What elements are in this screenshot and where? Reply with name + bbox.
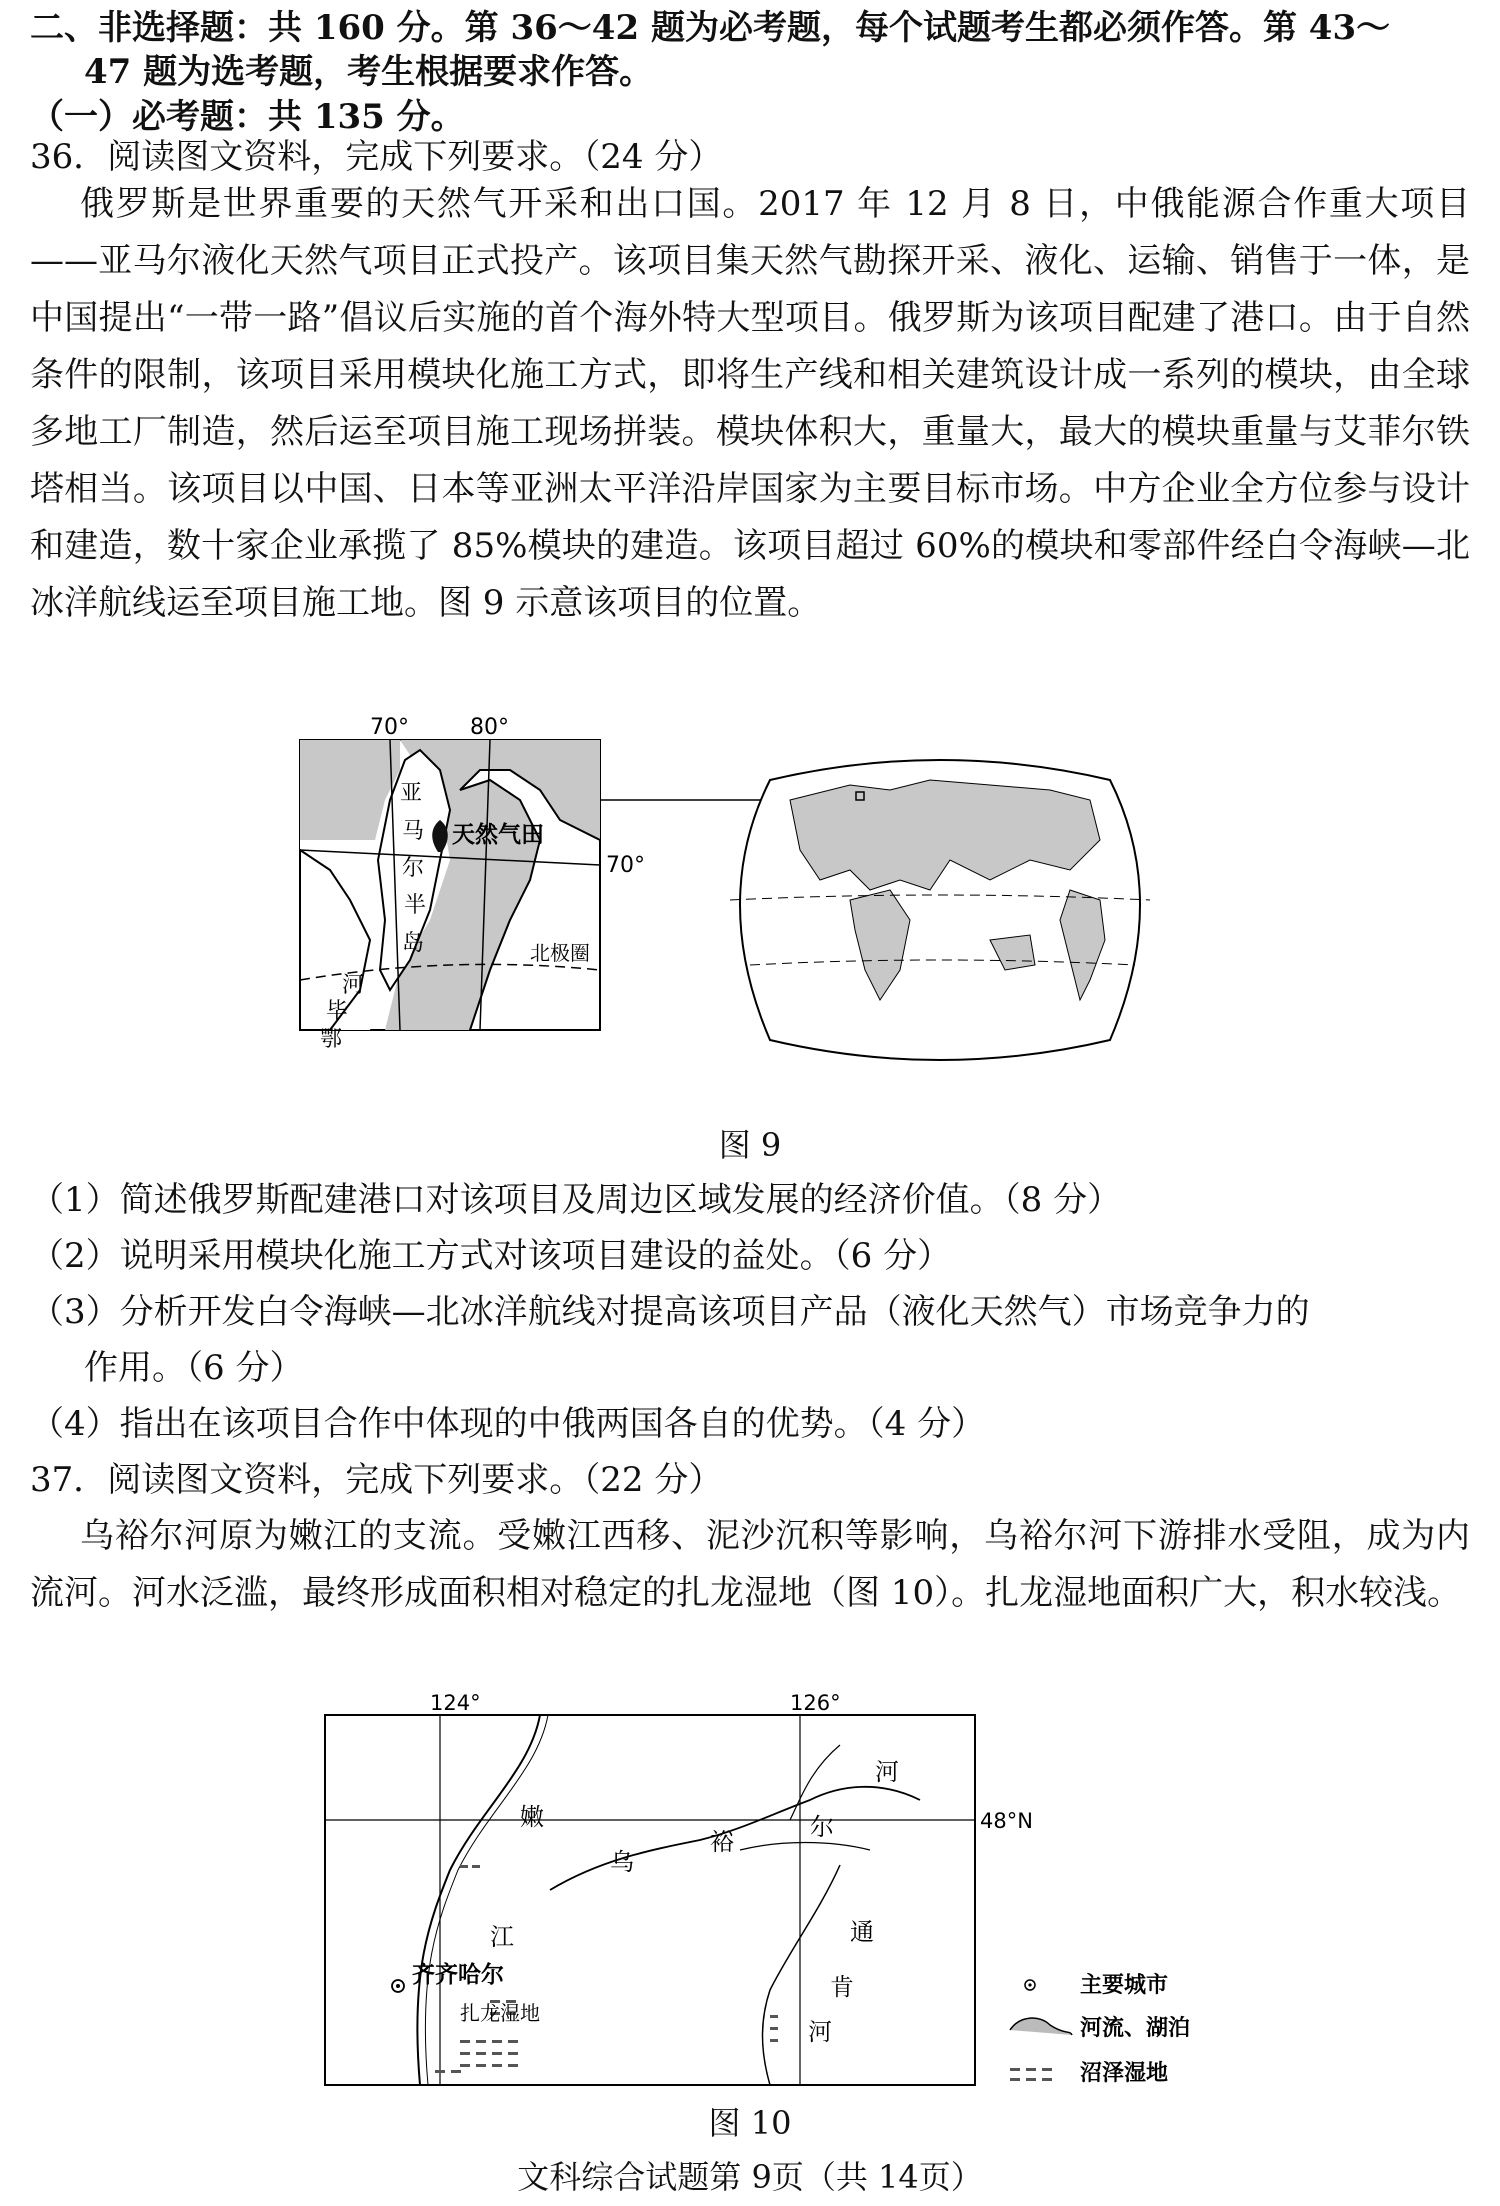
lon-126-label: 126° [790, 1691, 841, 1715]
ob-river-char-1: 河 [342, 973, 365, 998]
tongken-char-3: 河 [808, 2018, 832, 2046]
lat-70-label: 70° [606, 853, 645, 878]
q36-question-3: （3）分析开发白令海峡—北冰洋航线对提高该项目产品（液化天然气）市场竞争力的 [30, 1292, 1310, 1332]
peninsula-char-1: 亚 [400, 781, 423, 806]
zhalong-wetland-label: 扎龙湿地 [460, 2001, 540, 2025]
zhalong-map [325, 1691, 1033, 2085]
figure-9-map [290, 715, 1170, 1100]
lat-48n-label: 48°N [980, 1809, 1033, 1833]
legend-river-label: 河流、湖泊 [1080, 2016, 1191, 2041]
ob-river-char-2: 毕 [326, 999, 349, 1024]
gas-field-label: 天然气田 [452, 822, 544, 848]
q36-passage: 俄罗斯是世界重要的天然气开采和出口国。2017 年 12 月 8 日，中俄能源合作重大项目——亚马尔液化天然气项目正式投产。该项目集天然气勘探开采、液化、运输、销售于一体，是中国提出“一带一路”倡议后实施的首个海外特大型项目。俄罗斯为该项目配建了港口。由于自然条件的限制，该项目采用模块化施工方式，即将生产线和相关建筑设计成一系列的模块，由全球多地工厂制造，然后运至项目施工现场拼装。模块体积大，重量大，最大的模块重量与艾菲尔铁塔相当。该项目以中国、日本等亚洲太平洋沿岸国家为主要目标市场。中方企业全方位参与设计和建造，数十家企业承揽了 85%模块的建造。该项目超过 60%的模块和零部件经白令海峡—北冰洋航线运至项目施工地。图 9 示意该项目的位置。 [30, 184, 1470, 623]
wuyuer-char-1: 乌 [610, 1848, 634, 1876]
q36-question-3-cont: 作用。（6 分） [84, 1348, 304, 1388]
world-map [730, 760, 1150, 1060]
wuyuer-char-2: 裕 [710, 1828, 734, 1856]
tongken-char-2: 肯 [830, 1973, 854, 2001]
ob-river-char-3: 鄂 [320, 1027, 343, 1052]
lon-70-label: 70° [370, 715, 409, 740]
q37-passage: 乌裕尔河原为嫩江的支流。受嫩江西移、泥沙沉积等影响，乌裕尔河下游排水受阻，成为内流河。河水泛滥，最终形成面积相对稳定的扎龙湿地（图 10）。扎龙湿地面积广大，积水较浅。 [30, 1516, 1470, 1613]
legend-city-label: 主要城市 [1080, 1973, 1169, 1998]
legend-river-symbol [1010, 2018, 1072, 2035]
lon-80-label: 80° [470, 715, 509, 740]
q37-header: 37．阅读图文资料，完成下列要求。（22 分） [30, 1460, 723, 1500]
nenjiang-char-1: 嫩 [520, 1803, 544, 1831]
lon-124-label: 124° [430, 1691, 481, 1715]
figure-10-map [320, 1690, 1220, 2090]
arctic-circle-label: 北极圈 [530, 941, 590, 965]
wuyuer-char-3: 尔 [810, 1813, 834, 1841]
figure-9-caption: 图 9 [718, 1126, 782, 1164]
legend-wetland-symbol [1010, 2068, 1052, 2081]
q36-question-2: （2）说明采用模块化施工方式对该项目建设的益处。（6 分） [30, 1236, 952, 1276]
peninsula-char-4: 半 [404, 893, 427, 918]
legend-wetland-label: 沼泽湿地 [1080, 2061, 1169, 2086]
wuyuer-char-4: 河 [875, 1758, 899, 1786]
section-heading-cont: 47 题为选考题，考生根据要求作答。 [84, 52, 654, 92]
section-heading: 二、非选择题：共 160 分。第 36～42 题为必考题，每个试题考生都必须作答。第 43～ [30, 8, 1391, 48]
qiqihar-label: 齐齐哈尔 [412, 1962, 504, 1988]
yamal-inset-map [300, 715, 645, 1052]
figure-10-legend [1010, 1973, 1190, 2086]
required-heading: （一）必考题：共 135 分。 [30, 97, 465, 137]
nenjiang-char-2: 江 [490, 1923, 514, 1951]
tongken-char-1: 通 [850, 1918, 874, 1946]
peninsula-char-5: 岛 [402, 931, 425, 956]
q36-header: 36．阅读图文资料，完成下列要求。（24 分） [30, 137, 723, 177]
peninsula-char-2: 马 [402, 819, 425, 844]
q36-question-4: （4）指出在该项目合作中体现的中俄两国各自的优势。（4 分） [30, 1404, 986, 1444]
peninsula-char-3: 尔 [402, 856, 425, 881]
q36-question-1: （1）简述俄罗斯配建港口对该项目及周边区域发展的经济价值。（8 分） [30, 1180, 1122, 1220]
figure-10-caption: 图 10 [708, 2104, 792, 2142]
page-footer: 文科综合试题第 9页（共 14页） [517, 2158, 983, 2196]
